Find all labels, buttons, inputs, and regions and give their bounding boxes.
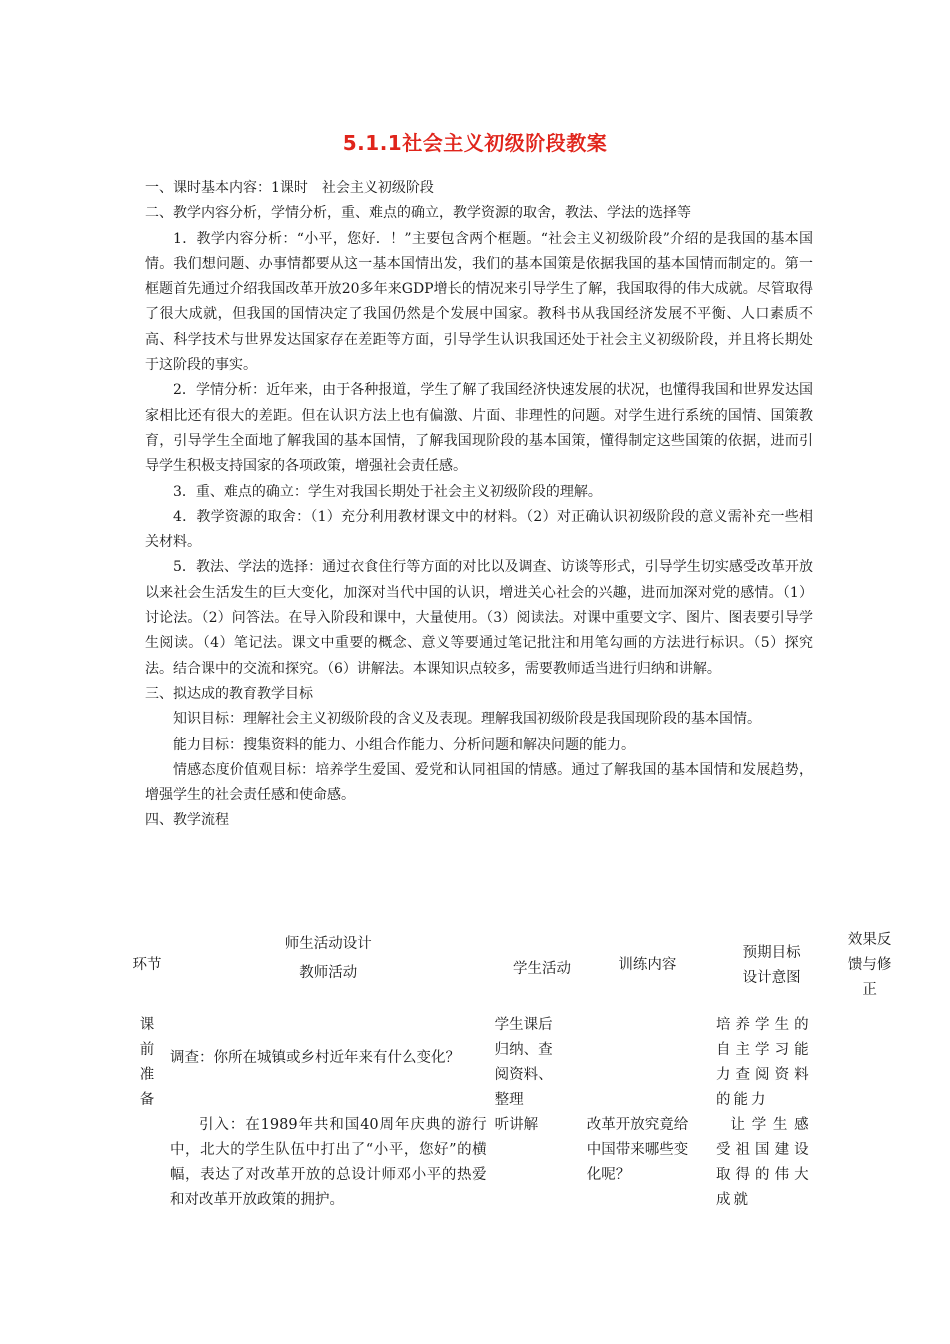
header-student: 学生活动 [513, 961, 571, 977]
paragraph-resources: 4．教学资源的取舍：（1）充分利用教材课文中的材料。（2）对正确认识初级阶段的意义需补充一些相关材料。 [145, 508, 813, 551]
goal-ability: 能力目标：搜集资料的能力、小组合作能力、分析问题和解决问题的能力。 [173, 736, 635, 753]
header-training: 训练内容 [618, 957, 677, 973]
row1-goal: 培养学生的自主学习能力查阅资料的能力 [715, 1017, 812, 1108]
header-feedback: 效果反馈与修正 [847, 932, 892, 998]
row1-training [583, 1003, 712, 1113]
goal-emotion: 情感态度价值观目标：培养学生爱国、爱党和认同祖国的情感。通过了解我国的基本国情和发展趋势，增强学生的社会责任感和使命感。 [145, 761, 813, 804]
section-heading-3: 三、拟达成的教育教学目标 [145, 685, 313, 702]
row2-teacher: 引入：在1989年共和国40周年庆典的游行中，北大的学生队伍中打出了“小平，您好”的横幅，表达了对改革开放的总设计师邓小平的热爱和对改革开放政策的拥护。 [169, 1117, 487, 1208]
row1-teacher: 调查：你所在城镇或乡村近年来有什么变化？ [169, 1049, 460, 1066]
row1-stage: 课前准备 [139, 1017, 155, 1108]
row2-stage [128, 1113, 166, 1213]
table-row [128, 1113, 908, 1213]
row2-feedback [831, 1113, 908, 1213]
header-stage: 环节 [132, 957, 162, 973]
paragraph-student-analysis: 2．学情分析：近年来，由于各种报道，学生了解了我国经济快速发展的状况，也懂得我国和世界发达国家相比还有很大的差距。但在认识方法上也有偏激、片面、非理性的问题。对学生进行系统的国情、国策教育，引导学生全面地了解我国的基本国情，了解我国现阶段的基本国策，懂得制定这些国策的依据，进而引导学生积极支持国家的各项政策，增强社会责任感。 [145, 382, 813, 475]
section-heading-2: 二、教学内容分析，学情分析，重、难点的确立，教学资源的取舍，教法、学法的选择等 [145, 205, 691, 222]
document-body [145, 176, 813, 834]
header-goal: 预期目标设计意图 [742, 944, 801, 986]
section-heading-4: 四、教学流程 [145, 812, 229, 829]
paragraph-key-points: 3．重、难点的确立：学生对我国长期处于社会主义初级阶段的理解。 [173, 483, 602, 500]
row1-student: 学生课后归纳、查阅资料、整理 [494, 1017, 553, 1108]
goal-knowledge: 知识目标：理解社会主义初级阶段的含义及表现。理解我国初级阶段是我国现阶段的基本国情。 [173, 711, 761, 728]
paragraph-content-analysis: 1．教学内容分析：“小平，您好．！”主要包含两个框题。“社会主义初级阶段”介绍的是我国的基本国情。我们想问题、办事情都要从这一基本国情出发，我们的基本国策是依据我国的基本国情而制定的。第一框题首先通过介绍我国改革开放20多年来GDP增长的情况来引导学生了解，我国取得的伟大成就。尽管取得了很大成就，但我国的国情决定了我国仍然是个发展中国家。教科书从我国经济发展不平衡、人口素质不高、科学技术与世界发达国家存在差距等方面，引导学生认识我国还处于社会主义初级阶段，并且将长期处于这阶段的事实。 [145, 230, 813, 374]
table-row [128, 1003, 908, 1113]
header-teacher: 教师活动 [299, 965, 358, 982]
section-heading-1: 一、课时基本内容：1课时 社会主义初级阶段 [145, 180, 434, 196]
row2-goal: 让学生感受祖国建设取得的伟大成就 [715, 1117, 812, 1208]
row1-feedback [831, 1003, 908, 1113]
page-title: 5.1.1社会主义初级阶段教案 [342, 131, 608, 155]
table-header-row-1 [128, 928, 908, 959]
header-design: 师生活动设计 [284, 935, 372, 952]
paragraph-methods: 5．教法、学法的选择：通过衣食住行等方面的对比以及调查、访谈等形式，引导学生切实感受改革开放以来社会生活发生的巨大变化，加深对当代中国的认识，增进关心社会的兴趣，进而加深对党的感情。（1）讨论法。（2）问答法。在导入阶段和课中，大量使用。（3）阅读法。对课中重要文字、图片、图表要引导学生阅读。（4）笔记法。课文中重要的概念、意义等要通过笔记批注和用笔勾画的方法进行标识。（5）探究法。结合课中的交流和探究。（6）讲解法。本课知识点较多，需要教师适当进行归纳和讲解。 [145, 559, 813, 677]
row2-training: 改革开放究竟给中国带来哪些变化呢？ [586, 1117, 689, 1183]
row2-student: 听讲解 [494, 1117, 539, 1133]
